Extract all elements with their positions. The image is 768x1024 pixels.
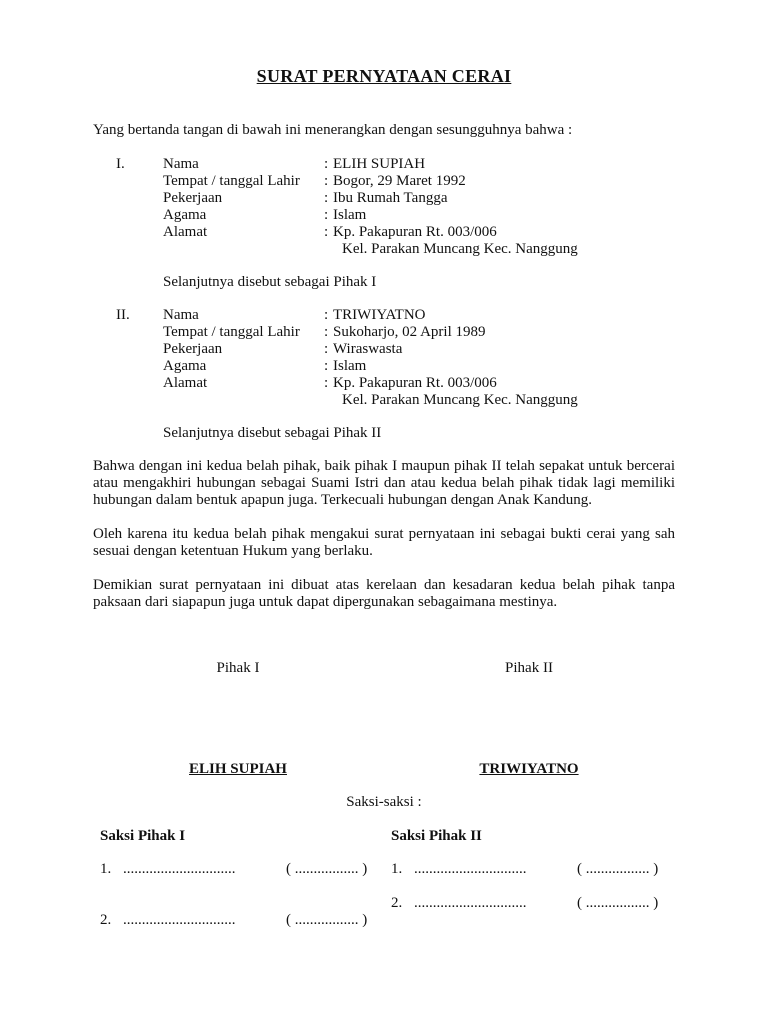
intro-text: Yang bertanda tangan di bawah ini menerangkan dengan sesungguhnya bahwa : xyxy=(93,122,573,138)
witness-1-left-name-line: .............................. xyxy=(123,861,236,877)
party-1-designation: Selanjutnya disebut sebagai Pihak I xyxy=(163,274,377,290)
colon: : xyxy=(324,307,329,323)
witness-party-1-title: Saksi Pihak I xyxy=(100,828,186,844)
document-title: SURAT PERNYATAAN CERAI xyxy=(256,66,512,86)
party-2-value-birth: Sukoharjo, 02 April 1989 xyxy=(333,324,486,340)
party-2-value-name: TRIWIYATNO xyxy=(333,307,426,323)
witnesses-heading: Saksi-saksi : xyxy=(346,794,422,810)
party-1-value-job: Ibu Rumah Tangga xyxy=(333,190,448,206)
party-2-label-religion: Agama xyxy=(163,358,207,374)
party-1-value-name: ELIH SUPIAH xyxy=(333,156,426,172)
witness-2-left-number: 2. xyxy=(100,912,112,928)
party-1-label-job: Pekerjaan xyxy=(163,190,223,206)
witness-1-right-name-line: .............................. xyxy=(414,861,527,877)
party-2-value-address: Kp. Pakapuran Rt. 003/006 xyxy=(333,375,497,391)
party-2-value-religion: Islam xyxy=(333,358,367,374)
party-1-numeral: I. xyxy=(116,156,125,172)
party-2-designation: Selanjutnya disebut sebagai Pihak II xyxy=(163,425,382,441)
closing-paragraph: Demikian surat pernyataan ini dibuat atas kerelaan dan kesadaran kedua belah pihak tanpa paksaan dari siapapun juga untuk dapat dipergunakan sebagaimana mestinya. xyxy=(93,577,675,610)
party-1-label-name: Nama xyxy=(163,156,199,172)
signature-label-party-1: Pihak I xyxy=(216,660,260,676)
party-2-label-birth: Tempat / tanggal Lahir xyxy=(163,324,300,340)
colon: : xyxy=(324,358,329,374)
witness-2-right-number: 2. xyxy=(391,895,403,911)
party-1-address-line2: Kel. Parakan Muncang Kec. Nanggung xyxy=(342,241,578,257)
witness-1-right-signature-line: ( ................. ) xyxy=(577,861,659,877)
party-1-value-birth: Bogor, 29 Maret 1992 xyxy=(333,173,466,189)
colon: : xyxy=(324,224,329,240)
party-1-label-birth: Tempat / tanggal Lahir xyxy=(163,173,300,189)
party-1-value-address: Kp. Pakapuran Rt. 003/006 xyxy=(333,224,497,240)
acknowledgement-paragraph: Oleh karena itu kedua belah pihak mengakui surat pernyataan ini sebagai bukti cerai yang sah sesuai dengan ketentuan Hukum yang berlaku. xyxy=(93,526,675,559)
witness-2-right-name-line: .............................. xyxy=(414,895,527,911)
colon: : xyxy=(324,375,329,391)
witness-1-left-signature-line: ( ................. ) xyxy=(286,861,368,877)
party-2-numeral: II. xyxy=(116,307,130,323)
witness-party-2-title: Saksi Pihak II xyxy=(391,828,482,844)
colon: : xyxy=(324,324,329,340)
party-1-label-address: Alamat xyxy=(163,224,208,240)
colon: : xyxy=(324,190,329,206)
colon: : xyxy=(324,173,329,189)
witness-1-right-number: 1. xyxy=(391,861,403,877)
party-2-value-job: Wiraswasta xyxy=(333,341,403,357)
witness-2-left-signature-line: ( ................. ) xyxy=(286,912,368,928)
witness-2-right-signature-line: ( ................. ) xyxy=(577,895,659,911)
colon: : xyxy=(324,207,329,223)
colon: : xyxy=(324,341,329,357)
party-2-label-address: Alamat xyxy=(163,375,208,391)
signature-name-party-1: ELIH SUPIAH xyxy=(189,761,287,777)
party-2-label-name: Nama xyxy=(163,307,199,323)
party-2-label-job: Pekerjaan xyxy=(163,341,223,357)
party-1-value-religion: Islam xyxy=(333,207,367,223)
party-1-label-religion: Agama xyxy=(163,207,207,223)
party-2-address-line2: Kel. Parakan Muncang Kec. Nanggung xyxy=(342,392,578,408)
signature-name-party-2: TRIWIYATNO xyxy=(479,761,579,777)
witness-1-left-number: 1. xyxy=(100,861,112,877)
witness-2-left-name-line: .............................. xyxy=(123,912,236,928)
agreement-paragraph: Bahwa dengan ini kedua belah pihak, baik pihak I maupun pihak II telah sepakat untuk bercerai atau mengakhiri hubungan sebagai Suami Istri dan atau kedua belah pihak tidak lagi memiliki hubungan dalam bentuk apapun juga. Terkecuali hubungan dengan Anak Kandung. xyxy=(93,458,675,508)
colon: : xyxy=(324,156,329,172)
signature-label-party-2: Pihak II xyxy=(505,660,553,676)
